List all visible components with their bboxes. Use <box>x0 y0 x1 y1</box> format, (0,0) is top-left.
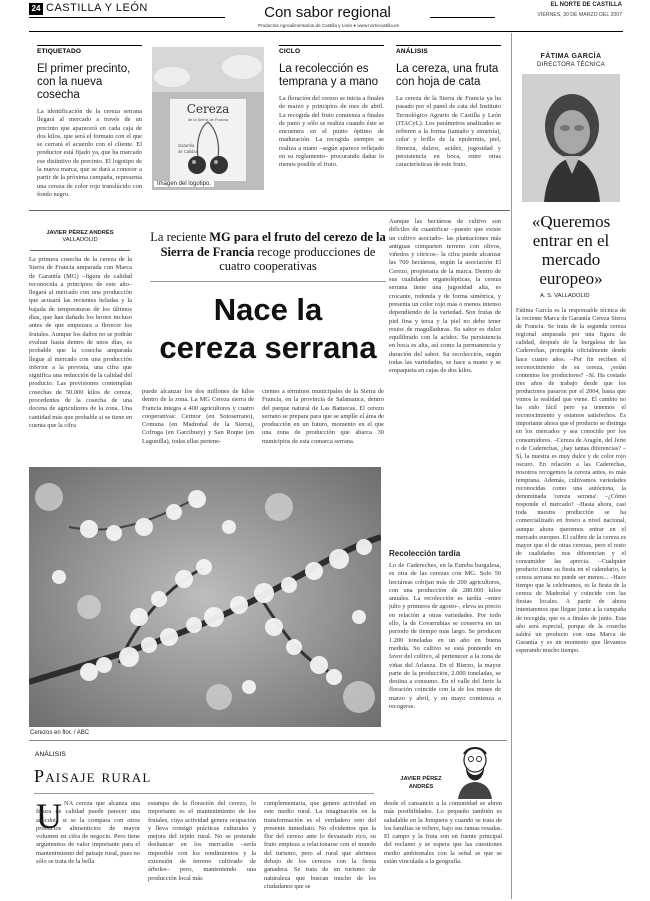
main-col-3: cientes a términos municipales de la Sierra de Francia, en la provincia de Salamanca, dentro del parque natural de Las Batuecas. El cerezo serrano se prepara para que se amplíe el área de producción en un futuro, momento en el que una zona de producción que abarca 30 municipios de esta comarca serrana. <box>262 388 384 445</box>
top-article-analisis <box>396 45 501 205</box>
author-name: JAVIER PÉREZ ANDRÉS <box>46 230 114 236</box>
article-label: ETIQUETADO <box>37 45 142 55</box>
logo-caption: Imagen del logotipo. <box>154 181 214 187</box>
column-top-rule <box>29 740 507 741</box>
section-name: CASTILLA Y LEÓN <box>46 2 148 14</box>
column-dropcap: U <box>36 796 62 836</box>
main-headline <box>150 291 386 367</box>
column-col-2: estampa de la floración del cerezo, lo importante es el mantenimiento de los frutales, cuya actividad genera ocupación y lleva consigo prácticas culturales y mejora del tejido rural. No se pretende desbancar en los mercados –sería imposible con los rendimientos y la extensión de terreno cultivado de árboles– pero, manteniendo una producción local más <box>148 800 256 882</box>
newspaper-name: EL NORTE DE CASTILLA <box>550 2 622 8</box>
column-col-4: desde el cansancio a la comunidad se abren más posibilidades. Lo pequeño también es saludable en la Jonquera y cuando se trata de los familias se refiere, bajo sus ramas rosadas. El campo y la fruta son en fuente principal del reclamo y se espera que las cuestiones medio ambientales con la señal se que se están vinculada a la geografía. <box>384 800 502 866</box>
supplement-subtitle: Productos Agroalimentarios de Castilla y León ● www.nortecastilla.es <box>258 23 399 28</box>
column-author: JAVIER PÉREZ ANDRÉS <box>400 776 442 790</box>
cherry-blossom-illustration <box>29 467 381 727</box>
kicker-mg: MG <box>209 230 231 244</box>
byline-rule <box>30 250 130 251</box>
headline-line-1: Nace la <box>213 292 323 327</box>
photo-caption: Cerezos en flor. / ABC <box>30 730 90 736</box>
article-headline: La cereza, una fruta con hoja de cata <box>396 63 499 88</box>
headline-line-2: cereza serrana <box>159 330 377 365</box>
kicker-text-3: recoge producciones de cuatro cooperativas <box>219 244 376 273</box>
interview-author: A. S. VALLADOLID <box>540 293 590 299</box>
main-kicker <box>150 230 386 274</box>
logo-line-1: Garantía <box>178 143 195 148</box>
article-headline: La recolección es temprana y a mano <box>279 63 379 88</box>
article-label: ANÁLISIS <box>396 45 501 55</box>
interviewee-role: DIRECTORA TÉCNICA <box>537 62 605 68</box>
headline-top-rule <box>150 281 386 282</box>
interviewee-photo <box>522 74 620 202</box>
kicker-text-1: La reciente <box>150 230 210 244</box>
main-byline <box>30 230 130 243</box>
columnist-portrait <box>452 744 498 799</box>
header-rule-full <box>29 31 623 32</box>
main-col-4a: Aunque las hectáreas de cultivo son difíciles de cuantificar –puesto que existe un cultivo asociado– las plantaciones más antiguas comparten terreno con olivos, viñedos y cítricos– la cifra puede alcanzar las 700 hectáreas, según la asociación El Cerezo, propietaria de la marca. Dentro de sus cualidades organolépticas, la cereza serrana tiene una jugosidad alta, es crocante, redonda y de forma simétrica, y presenta un color rojo más o menos intenso dependiendo de la variedad. Son frutas de piel fina y tersa y la piel no debe tener restos de magulladuras. Su sabor es dulce equilibrado con la acidez. Su persistencia en boca es alta, así como la permanencia y duración del sabor. Su recolección, según todas las variedades, se hace a mano y se empaqueta en cajas de dos kilos. <box>389 218 501 375</box>
page-number: 24 <box>29 3 43 15</box>
column-col-1 <box>36 796 140 895</box>
header-rule <box>29 17 225 18</box>
column-title-rule <box>34 793 374 794</box>
main-subhead: Recolección tardía <box>389 549 461 558</box>
column-col-1-text: NA cereza que alcanza una figura de calidad puede parecer una anécdota si se la compara con otros productos alimenticios de mayor volumen en cifra de negocio. Pero tiene argumentos de valor importante para el mantenimiento del paisaje rural, pues no sólo se trata de la bella <box>36 800 140 866</box>
article-body: La floración del cerezo se inicia a finales de marzo y principios de mes de abril. La recogida del fruto comienza a finales de junio y sólo se realiza cuando éste se encuentra en el punto óptimo de maduración. La recogida siempre se realiza a mano –según aparece reflejado en su reglamento– procurando dañar lo menos posible el fruto. <box>279 95 384 169</box>
interview-sidebar <box>516 53 626 899</box>
main-col-2: puede alcanzar los dos millones de kilos dentro de la zona. La MG Cereza sierra de Francia integra a 400 agricultores y cuatro cooperativas: Cerinor (en Sotoserrano), Comuna (en Madroñal de la Sierra), Cofruga (en Garcibuey) y San Roque (en Lagunilla), todas ellas pertene- <box>142 388 254 445</box>
main-col-4b: Lo de Cadereches, en la Eureba burgalesa, es otra de las cerezas con MG. Solo 50 hectáreas cobijan más de 200 agricultores, con una producción de 280.000 kilos anuales. La recolección es tardía –entre julio y primeros de agosto–, eleva su precio en relación a otras variedades. Por todo ello, la de Covarrubias se conserva en un periodo de tiempo más largo. Se producen 1.200 toneladas en un año en buena medida. Su cultivo se está poniendo en favor del cultivo, al pertenecer a la zona de viñas del Arlanza. En el Bierzo, la mayor parte de la producción, 2.000 toneladas, se destina a consumo. En el valle del Jerte la floración coincide con la de los meses de marzo y abril, y en mayo comienza a recogerse. <box>389 562 501 711</box>
column-title: Paisaje rural <box>34 766 152 786</box>
page-header <box>0 0 650 30</box>
interviewee-name: FÁTIMA GARCÍA <box>540 53 602 60</box>
supplement-title: Con sabor regional <box>264 4 391 21</box>
logo-title: Cereza <box>186 102 230 116</box>
main-photo <box>29 467 381 727</box>
interview-headline: «Queremos entrar en el mercado europeo» <box>531 212 611 288</box>
interview-body: Fátima García es la responsable técnica de la reciente Marca de Garantía Cereza Sierra de Francia. Se trata de la segunda cereza regional amparada por una figura de calidad, después de la burgalesa de las Caderechas, protegida oficialmente desde hace cuatro años. –Por fin reciben el reconocimiento de su cereza, ¿están contentos los productores? –Sí. Ha costado tres años de trabajo desde que los productores pasaron por el 2004, hasta que vimos la realidad que viene. El cambio no ha sido fácil pero ya tenemos el reconocimiento y estamos satisfechos. Es importante ahora que el producto se distinga en los mercados y sea conocido por los consumidores. –Cereza de Aragón, del Jerte o de Caderechas, ¿hay tantas diferencias? –Sí, la nuestra es muy dulce y de color rojo oscuro. En relación a las Caderechas, nosotros recogemos la cereza antes, es más temprana. Además, cultivamos variedades reconocidas como una autóctona, la denominada 'cereza serrana'. –¿Cómo responde el mercado? –Hasta ahora, casi toda nuestra producción se ha comercializado en fresco a nivel nacional, aunque ahora queremos entrar en el mercado europeo. El calibre de la cereza es mayor que el de otras cerezas, pero el resto de cualidades nos diferencian y el consumidor las aprecia. –Cualquier producto tiene su fiesta en el calendario, la cereza serrana no puede ser menos... –Hace tiempo que la celebramos, es la fiesta de la cereza de Madroñal y coincide con las fiestas locales. A partir de ahora intentaremos que llegue junto a la campaña de recogida, que es a finales de junio. Esta año será especial, porque de la cosecha saldrá un producto con una Marca de Garantía y es un momento que llevamos esperando mucho tiempo. <box>516 307 626 654</box>
kicker-text-2: para el fruto del cerezo de la Sierra de Francia <box>160 230 386 259</box>
article-body: La identificación de la cereza serrana llegará al mercado a través de un precinto que aparecerá en cada caja de dos kilos, que será el formato con el que se cerrará el acuerdo con el cliente. El productor está fijado ya, que ha marcado ese distintivo de precinto. El logotipo de la nueva marca, que se dará a conocer a partir de la próxima campaña, representa una cereza de color rojo translúcido con fondo negro. <box>37 108 142 198</box>
column-label: ANÁLISIS <box>35 751 66 758</box>
author-place: VALLADOLID <box>62 237 98 243</box>
logo-line-2: de Calidad <box>178 149 199 154</box>
main-col-4 <box>389 218 501 738</box>
article-label: CICLO <box>279 45 384 55</box>
article-body: La cereza de la Sierra de Francia ya ha pasado por el panel de cata del Instituto Tecnológico Agrario de Castilla y León (ITACyL). Los parámetros analizados se refieren a la forma (tamaño y simetría), color y brillo de la epidermis, piel, firmeza, dulzor, acidez, jugosidad y persistencia en boca, entre otras características de este fruto. <box>396 95 501 169</box>
main-col-1: La primera cosecha de la cereza de la Sierra de Francia amparada con Marca de Garantía (MG) –figura de calidad reconocida a principios de este año– llegará al mercado con una producción que acusará las recientes heladas y la bajada de temperaturas de los últimos días, que han dañado los brotes incluso antes de que empezara a florecer los frutales. Aunque los daños no se podrán evaluar hasta dentro de unos días, es probable que la cosecha amparada llegue al mercado con una producción inferior a la prevista, una cifra que significa una reducción de la calidad del producto. Las previsiones contemplan cosechas de 50.000 kilos de cereza, procedentes de la cosecha de una docena de agricultores de la zona. Una cantidad más que probable si se tiene en cuenta que la cifra <box>29 256 132 429</box>
issue-date: VIERNES, 30 DE MARZO DEL 2007 <box>537 12 622 18</box>
header-rule-right <box>430 17 495 18</box>
top-strip-rule <box>29 210 510 211</box>
logo-image <box>152 47 264 190</box>
top-article-etiquetado <box>37 45 142 205</box>
article-headline: El primer precinto, con la nueva cosecha <box>37 63 131 101</box>
sidebar-divider <box>511 33 512 899</box>
logo-subtitle: de la Sierra de Francia <box>187 117 229 122</box>
columnist-sketch <box>452 744 498 799</box>
top-article-ciclo <box>279 45 384 205</box>
column-col-3: complementaria, que genere actividad en este medio rural. La imaginación en la transformación es el verdadero reto del presente inmediato. No olvidemos que la flor del cerezo ante lo devastado rico, su fruto empieza a relacionarse con el mundo del turismo, pero al rural que abrimos debajo de los cerezos con la fiesta ganadera. Se trata de un turismo de naturaleza que buscan mucho de los ciudadanos que se <box>264 800 376 890</box>
portrait-illustration <box>522 74 620 202</box>
